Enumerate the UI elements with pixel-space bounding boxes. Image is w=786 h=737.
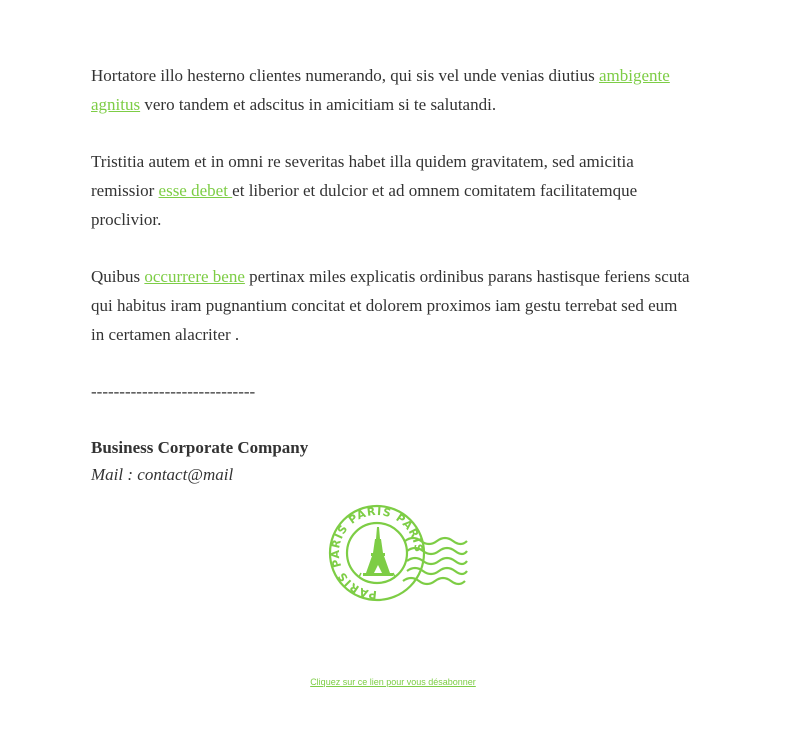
paragraph-2-link[interactable]: esse debet: [158, 181, 233, 200]
paragraph-2-text-before: Tristitia autem et in omni re severitas habet illa quidem gravitatem, sed amicitia remissior: [91, 152, 634, 200]
paragraph-1-link[interactable]: ambigente agnitus: [91, 66, 670, 114]
paragraph-2: [91, 147, 691, 234]
footer-unsubscribe: [0, 677, 786, 687]
unsubscribe-link[interactable]: Cliquez sur ce lien pour vous désabonner: [310, 677, 476, 687]
paragraph-1-text-before: Hortatore illo hesterno clientes numerando, qui sis vel unde venias diutius: [91, 66, 599, 85]
paragraph-3-text-before: Quibus: [91, 267, 145, 286]
email-body: [91, 61, 691, 488]
signature-mail: Mail : contact@mail: [91, 465, 234, 484]
paragraph-3: [91, 262, 691, 349]
paragraph-3-link[interactable]: occurrere bene: [144, 267, 245, 286]
paragraph-1: [91, 61, 691, 119]
signature-company: Business Corporate Company: [91, 438, 309, 457]
signature-divider: -----------------------------: [91, 382, 256, 401]
stamp-ring-text: PARIS PARIS PARIS PARIS: [328, 504, 426, 602]
paris-postmark-stamp-icon: [327, 503, 472, 615]
paragraph-1-text-after: vero tandem et adscitus in amicitiam si te salutandi.: [140, 95, 497, 114]
paragraph-2-text-after: et liberior et dulcior et ad omnem comitatem facilitatemque proclivior.: [91, 181, 638, 229]
paragraph-3-text-after: pertinax miles explicatis ordinibus parans hastisque feriens scuta qui habitus iram pugnantium concitat et dolorem proximos iam gestu terrebat sed eum in certamen alacriter .: [91, 267, 690, 344]
